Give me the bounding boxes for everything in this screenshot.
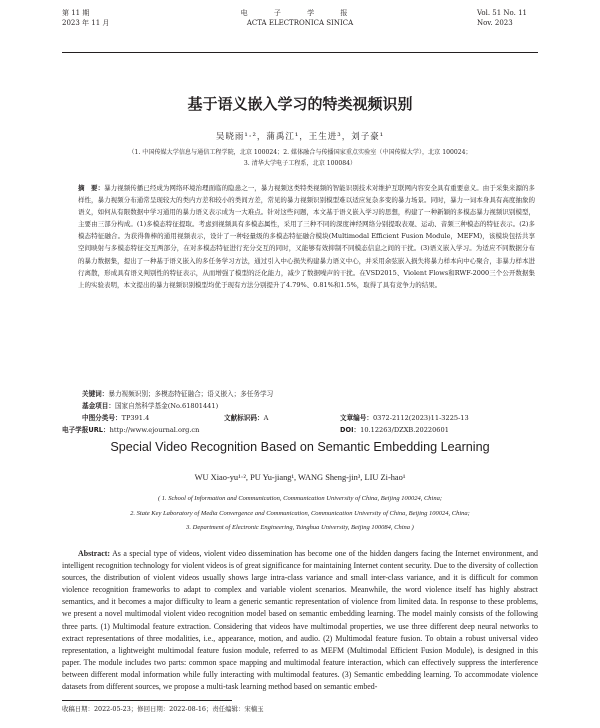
url-value[interactable]: http://www.ejournal.org.cn bbox=[109, 426, 200, 434]
affiliation-line: 3. Department of Electronic Engineering, Tsinghua University, Beijing 100084, China ) bbox=[186, 524, 414, 531]
paper-title-en: Special Video Recognition Based on Semantic Embedding Learning bbox=[110, 440, 490, 454]
doi bbox=[340, 424, 449, 436]
footnote-rule bbox=[62, 700, 232, 701]
abstract-en bbox=[62, 548, 538, 693]
issue-date-en: Nov. 2023 bbox=[476, 19, 513, 27]
doc-code bbox=[224, 412, 268, 424]
article-number bbox=[340, 412, 469, 424]
fund-cn bbox=[82, 400, 218, 412]
clc-number bbox=[82, 412, 149, 424]
volume-number: Vol. 51 No. 11 bbox=[476, 9, 527, 17]
journal-name-en: ACTA ELECTRONICA SINICA bbox=[246, 19, 354, 27]
affiliation-line: 2. State Key Laboratory of Media Convergence and Communication, Communication University of China, Beijing 100024, China; bbox=[130, 509, 470, 517]
running-header-right bbox=[477, 8, 527, 28]
fund-label: 基金项目： bbox=[82, 402, 115, 410]
footnote: 收稿日期：2022-05-23；修回日期：2022-08-16；责任编辑：宋楠玉 bbox=[62, 705, 264, 713]
doc-code-label: 文献标识码： bbox=[224, 414, 264, 422]
abstract-text-en: As a special type of videos, violent video dissemination has become one of the hidden dangers facing the Internet environment, and intelligent recognition technology for violent videos is of great significance for maintaining Internet content security. Due to the diversity of collection sources, the distribution of violent videos usually shows large intra-class variance and small inter-class variance, and it is difficult for common violence recognition frameworks to adapt to complex and variable violent scenarios. Meanwhile, the word violence itself has highly abstract semantics, and it becomes a major difficulty to learn a generic semantic representation of violence from limited data. In response to these problems, we present a novel multimodal violent video recognition model based on semantic embedding learning. The model mainly consists of the following three parts. (1) Multimodal feature extraction. Considering that videos have multimodal properties, we use three different deep neural networks to extract representations of three modalities, i.e., appearance, motion, and audio. (2) Multimodal feature fusion. To obtain a robust universal video representation, a lightweight multimodal feature fusion module, referred to as MEFM (Multimodal Efficient Fusion Module), is designed in this paper. The module includes two parts: common space mapping and multimodal feature interaction, which can effectively suppress the interference between different modal information while fully interacting with multimodal features. (3) Semantic embedding learning. To accommodate violence datasets from different sources, we propose a multi-task learning method based on semantic embed- bbox=[62, 549, 538, 692]
article-number-label: 文章编号： bbox=[340, 414, 373, 422]
authors-en: WU Xiao-yu¹·², PU Yu-jiang¹, WANG Sheng-jin³, LIU Zi-hao¹ bbox=[194, 473, 406, 482]
paper-title-cn: 基于语义嵌入学习的特类视频识别 bbox=[187, 95, 413, 113]
affiliation-line: ( 1. School of Information and Communication, Communication University of China, Beijing 100024, China; bbox=[158, 495, 442, 502]
abstract-label-en: Abstract: bbox=[78, 549, 110, 558]
clc-label: 中图分类号： bbox=[82, 414, 122, 422]
authors-cn: 吴晓雨¹·²，蒲禹江¹，王生进³，刘子豪¹ bbox=[215, 132, 385, 142]
journal-name-cn: 电 子 学 报 bbox=[240, 9, 360, 17]
url-label: 电子学报URL： bbox=[62, 426, 110, 434]
fund-text: 国家自然科学基金(No.61801441) bbox=[114, 402, 219, 410]
affiliation-line: （1. 中国传媒大学信息与通信工程学院，北京 100024；2. 媒体融合与传播国家重点实验室（中国传媒大学），北京 100024； bbox=[128, 149, 472, 156]
affiliations-cn bbox=[60, 147, 540, 169]
affiliation-line: 3. 清华大学电子工程系，北京 100084） bbox=[243, 160, 357, 167]
keywords-text: 暴力视频识别；多模态特征融合；语义嵌入；多任务学习 bbox=[108, 390, 274, 398]
header-rule bbox=[62, 52, 538, 53]
affiliations-en bbox=[60, 492, 540, 536]
doi-label: DOI： bbox=[340, 426, 361, 434]
issue-number: 第 11 期 bbox=[62, 9, 90, 17]
article-number-value: 0372-2112(2023)11-3225-13 bbox=[372, 414, 469, 422]
keywords-cn bbox=[82, 388, 273, 400]
abstract-cn bbox=[78, 182, 535, 291]
keywords-label: 关键词： bbox=[82, 390, 109, 398]
journal-url bbox=[62, 424, 199, 436]
doc-code-value: A bbox=[263, 414, 269, 422]
doi-value[interactable]: 10.12263/DZXB.20220601 bbox=[360, 426, 449, 434]
clc-value: TP391.4 bbox=[121, 414, 150, 422]
issue-date: 2023 年 11 月 bbox=[62, 19, 110, 27]
abstract-label-cn: 摘 要： bbox=[78, 184, 105, 192]
abstract-text-cn: 暴力视频传播已经成为网络环境治理面临的隐患之一，暴力视频这类特类视频的智能识别技术对维护互联网内容安全具有重要意义。由于采集来源的多样性，暴力视频分布通常呈现较大的类内方差和较小的类间方差，常见的暴力视频识别模型难以适应复杂多变的暴力场景。同时，暴力一词本身具有高度抽象的语义，如何从有限数据中学习通用的暴力语义表示成为一大难点。针对这些问题，本文基于语义嵌入学习的思想，构建了一种新颖的多模态暴力视频识别模型，主要由三部分构成。(1)多模态特征提取。考虑到视频具有多模态属性，采用了三种不同的深度神经网络分别提取表观、运动、音频三种模态的特征表示。(2)多模态特征融合。为获得鲁棒的通用视频表示，设计了一种轻量级的多模态特征融合模块(Multimodal Efficient Fusion Module，MEFM)，该模块包括共享空间映射与多模态特征交互两部分，在对多模态特征进行充分交互的同时，又能够有效抑制不同模态信息之间的干扰。(3)语义嵌入学习。为适应不同数据分布的暴力数据集，提出了一种基于语义嵌入的多任务学习方法，通过引入中心损失构建暴力语义中心，并采用余弦嵌入损失将暴力样本向中心聚合，非暴力样本进行离散，形成具有语义判别性的特征表示，从而增强了模型的泛化能力，减少了数据噪声的干扰。在VSD2015、Violent Flows和RWF-2000三个公开数据集上的实验表明，本文提出的暴力视频识别模型均优于现有方法分别提升了4.79%、0.81%和1.5%，取得了具有竞争力的结果。 bbox=[78, 184, 536, 289]
